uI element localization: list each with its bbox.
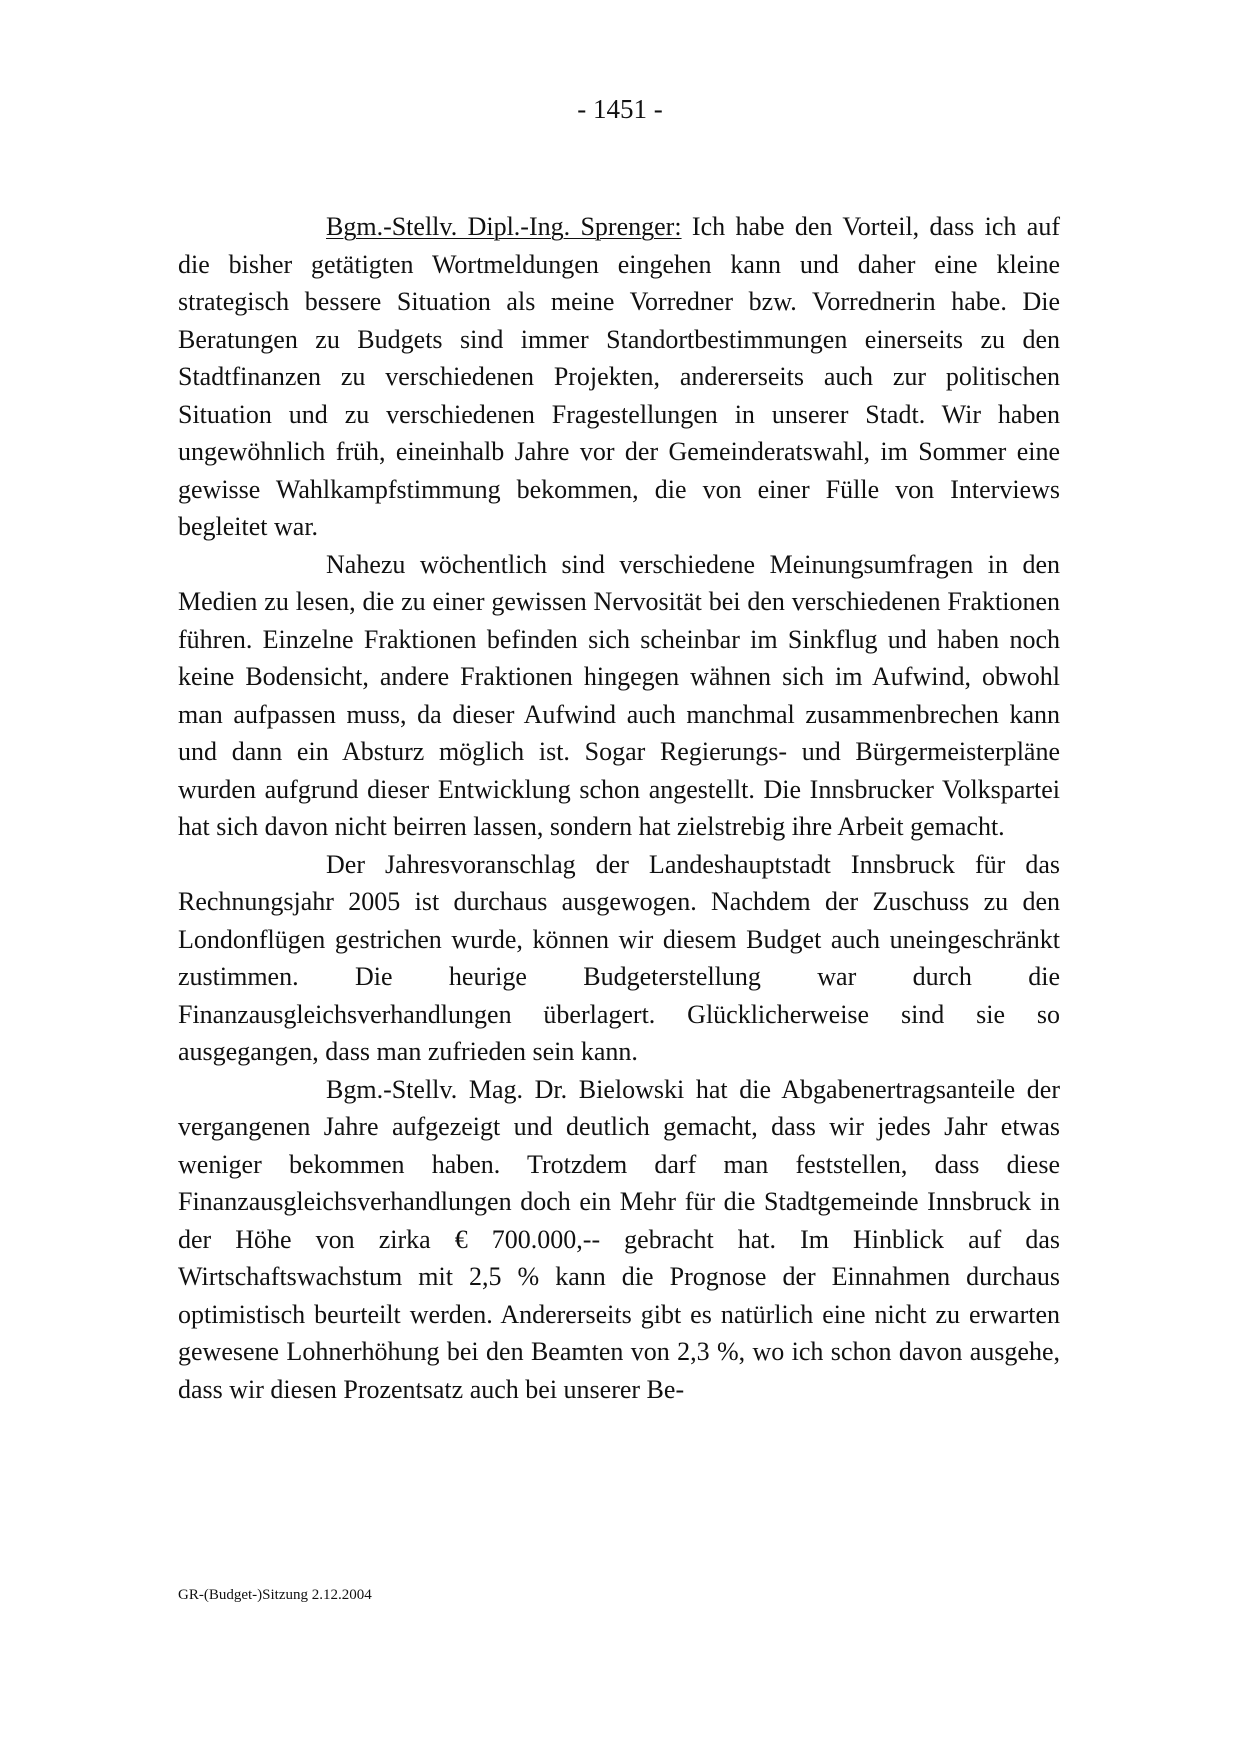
paragraph-3: Der Jahresvoranschlag der Landeshauptstadt Innsbruck für das Rechnungsjahr 2005 ist durchaus ausgewogen. Nachdem der Zuschuss zu den Londonflügen gestrichen wurde, können wir diesem Budget auch uneingeschränkt zustimmen. Die heurige Budgeterstellung war durch die Finanzausgleichsverhandlungen überlagert. Glücklicherweise sind sie so ausgegangen, dass man zufrieden sein kann. [178, 849, 1060, 1066]
paragraph-2: Nahezu wöchentlich sind verschiedene Meinungsumfragen in den Medien zu lesen, die zu einer gewissen Nervosität bei den verschiedenen Fraktionen führen. Einzelne Fraktionen befinden sich scheinbar im Sinkflug und haben noch keine Bodensicht, andere Fraktionen hingegen wähnen sich im Aufwind, obwohl man aufpassen muss, da dieser Aufwind auch manchmal zusammenbrechen kann und dann ein Absturz möglich ist. Sogar Regierungs- und Bürgermeisterpläne wurden aufgrund dieser Entwicklung schon angestellt. Die Innsbrucker Volkspartei hat sich davon nicht beirren lassen, sondern hat zielstrebig ihre Arbeit gemacht. [178, 549, 1060, 841]
document-body [178, 208, 1060, 1408]
paragraph-4: Bgm.-Stellv. Mag. Dr. Bielowski hat die Abgabenertragsanteile der vergangenen Jahre aufgezeigt und deutlich gemacht, dass wir jedes Jahr etwas weniger bekommen haben. Trotzdem darf man feststellen, dass diese Finanzausgleichsverhandlungen doch ein Mehr für die Stadtgemeinde Innsbruck in der Höhe von zirka € 700.000,-- gebracht hat. Im Hinblick auf das Wirtschaftswachstum mit 2,5 % kann die Prognose der Einnahmen durchaus optimistisch beurteilt werden. Andererseits gibt es natürlich eine nicht zu erwarten gewesene Lohnerhöhung bei den Beamten von 2,3 %, wo ich schon davon ausgehe, dass wir diesen Prozentsatz auch bei unserer Be- [178, 1074, 1060, 1404]
paragraph-text: Ich habe den Vorteil, dass ich auf die bisher getätigten Wortmeldungen eingehen kann und daher eine kleine strategisch bessere Situation als meine Vorredner bzw. Vorrednerin habe. Die Beratungen zu Budgets sind immer Standortbestimmungen einerseits zu den Stadtfinanzen zu verschiedenen Projekten, andererseits auch zur politischen Situation und zu verschiedenen Fragestellungen in unserer Stadt. Wir haben ungewöhnlich früh, eineinhalb Jahre vor der Gemeinderatswahl, im Sommer eine gewisse Wahlkampfstimmung bekommen, die von einer Fülle von Interviews begleitet war. [178, 212, 1060, 541]
page-number: - 1451 - [577, 94, 663, 124]
paragraph-1 [178, 208, 1060, 546]
footer-session-label: GR-(Budget-)Sitzung 2.12.2004 [178, 1587, 372, 1603]
speaker-name: Bgm.-Stellv. Dipl.-Ing. Sprenger: [326, 212, 682, 241]
